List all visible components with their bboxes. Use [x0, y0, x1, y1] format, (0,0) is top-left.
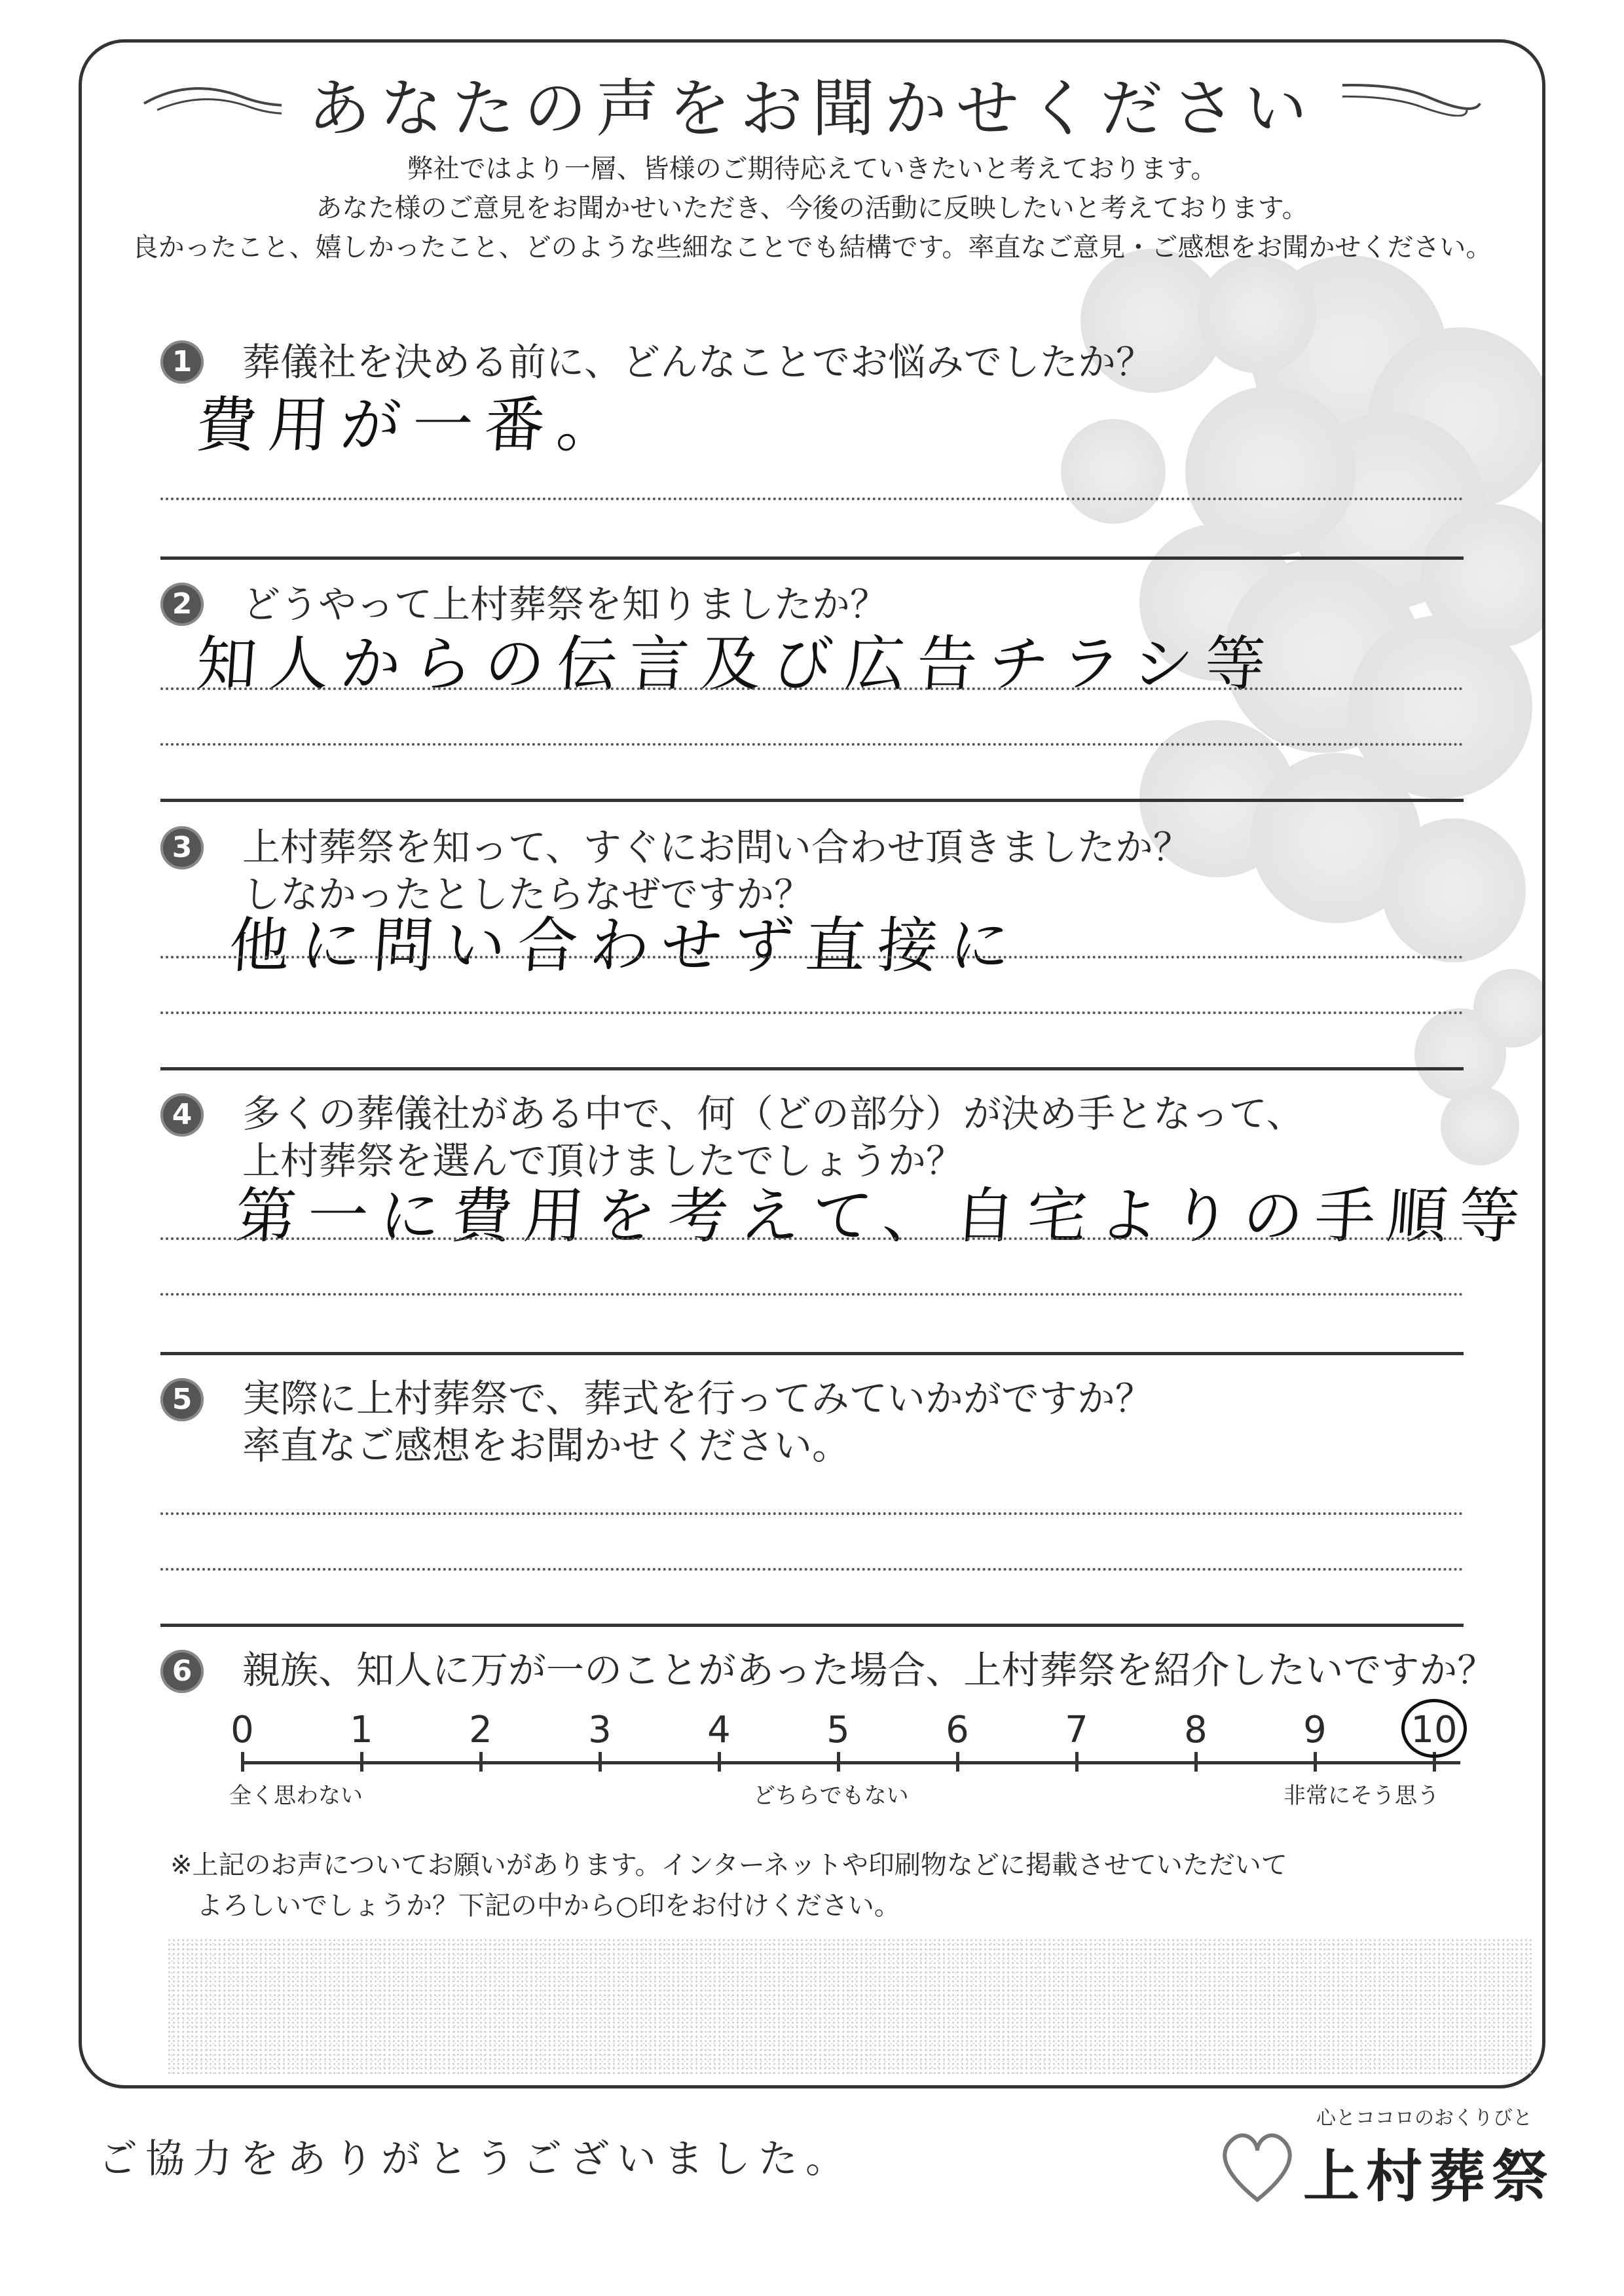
consent-area: [167, 1938, 1532, 2075]
question-3-text-line-1: 上村葬祭を知って、すぐにお問い合わせ頂きましたか？: [242, 825, 1191, 869]
answer-line: [160, 956, 1464, 958]
question-number-3: 3: [160, 826, 204, 869]
scale-tick: [1314, 1752, 1317, 1772]
section-divider: [160, 556, 1464, 560]
question-number-2: 2: [160, 583, 204, 626]
answer-3: 他に問い合わせず直接に: [227, 911, 1024, 981]
thanks-message: ご協力をありがとうございました。: [98, 2136, 853, 2182]
scale-tick: [241, 1752, 244, 1772]
scale-number-3: 3: [588, 1709, 612, 1751]
section-divider: [160, 1624, 1464, 1627]
answer-line: [160, 1512, 1464, 1515]
question-3-text-line-2: しなかったとしたらなぜですか？: [242, 872, 813, 917]
answer-line: [160, 687, 1464, 690]
question-1-text: 葬儀社を決める前に、どんなことでお悩みでしたか？: [242, 340, 1154, 384]
scale-number-9: 9: [1303, 1709, 1327, 1751]
company-logo: [1218, 2102, 1555, 2213]
scale-number-6: 6: [946, 1709, 969, 1751]
scale-number-2: 2: [469, 1709, 492, 1751]
intro-line-3: 良かったこと、嬉しかったこと、どのような些細なことでも結構です。率直なご意見・ご感想をお聞かせください。: [132, 232, 1492, 263]
scale-tick: [1075, 1752, 1079, 1772]
scale-label-middle: どちらでもない: [753, 1783, 909, 1809]
question-number-5: 5: [160, 1378, 204, 1421]
scale-tick: [1194, 1752, 1198, 1772]
question-6-text: 親族、知人に万が一のことがあった場合、上村葬祭を紹介したいですか？: [242, 1648, 1496, 1692]
question-5-text-line-1: 実際に上村葬祭で、葬式を行ってみていかがですか？: [242, 1376, 1153, 1421]
scale-number-1: 1: [350, 1709, 373, 1751]
answer-line: [160, 1011, 1464, 1014]
question-4-text-line-1: 多くの葬儀社がある中で、何（どの部分）が決め手となって、: [242, 1091, 1304, 1136]
notice-line-1: ※上記のお声についてお願いがあります。インターネットや印刷物などに掲載させていただいて: [170, 1850, 1287, 1880]
scale-tick: [599, 1752, 602, 1772]
scale-tick: [837, 1752, 840, 1772]
selected-rating-circle: [1401, 1699, 1467, 1758]
question-number-6: 6: [160, 1650, 204, 1693]
answer-line: [160, 1237, 1464, 1240]
answer-2: 知人からの伝言及び広告チラシ等: [194, 629, 1280, 699]
section-divider: [160, 1352, 1464, 1355]
answer-4: 第一に費用を考えて、自宅よりの手順等: [233, 1181, 1534, 1251]
scale-tick: [360, 1752, 363, 1772]
answer-1: 費用が一番。: [194, 390, 631, 460]
section-divider: [160, 799, 1464, 802]
scale-tick: [718, 1752, 721, 1772]
scale-number-0: 0: [231, 1709, 254, 1751]
heart-icon: [1218, 2121, 1297, 2206]
scale-tick: [956, 1752, 959, 1772]
scale-number-8: 8: [1184, 1709, 1208, 1751]
answer-line: [160, 1568, 1464, 1571]
question-number-4: 4: [160, 1093, 204, 1137]
intro-line-1: 弊社ではより一層、皆様のご期待応えていきたいと考えております。: [407, 154, 1217, 184]
answer-line: [160, 1293, 1464, 1296]
scale-number-4: 4: [707, 1709, 731, 1751]
scale-number-7: 7: [1065, 1709, 1088, 1751]
answer-line: [160, 743, 1464, 746]
page-title: あなたの声をお聞かせください: [282, 59, 1342, 149]
answer-line: [160, 498, 1464, 500]
question-2-text: どうやって上村葬祭を知りましたか？: [242, 582, 889, 627]
rating-scale-line: [242, 1761, 1460, 1764]
notice-line-2: よろしいでしょうか？下記の中から○印をお付けください。: [196, 1891, 900, 1921]
scale-tick: [479, 1752, 483, 1772]
section-divider: [160, 1067, 1464, 1070]
scale-label-right: 非常にそう思う: [1283, 1783, 1439, 1809]
question-4-text-line-2: 上村葬祭を選んで頂けましたでしょうか？: [242, 1139, 965, 1183]
title-wrap: [0, 59, 1624, 149]
logo-name: 上村葬祭: [1303, 2144, 1555, 2210]
intro-line-2: あなた様のご意見をお聞かせいただき、今後の活動に反映したいと考えております。: [316, 193, 1308, 223]
scale-number-10: 10: [1411, 1709, 1458, 1751]
scale-number-5: 5: [826, 1709, 850, 1751]
question-number-1: 1: [160, 340, 204, 384]
question-5-text-line-2: 率直なご感想をお聞かせください。: [242, 1423, 851, 1468]
scale-label-left: 全く思わない: [229, 1783, 363, 1809]
logo-tagline: 心とココロのおくりびと: [1316, 2107, 1532, 2130]
